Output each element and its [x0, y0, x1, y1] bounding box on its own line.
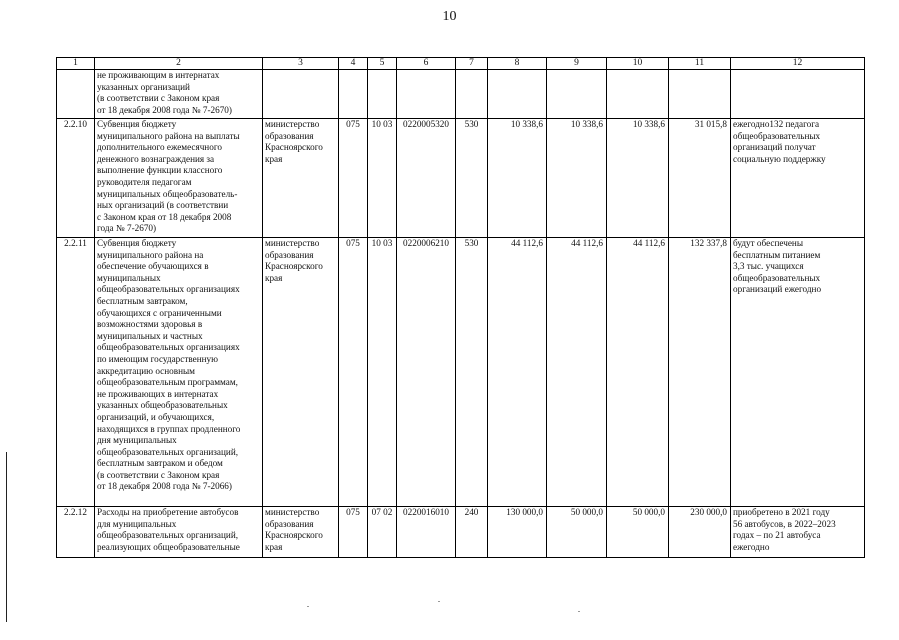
cell-rzpr: 07 02 — [368, 507, 397, 558]
column-header: 9 — [547, 58, 607, 70]
table-row — [57, 119, 865, 238]
cell-description: Расходы на приобретение автобусов для муниципальных общеобразовательных организаций, реализующих общеобразовательные — [95, 507, 263, 558]
budget-table — [56, 57, 865, 558]
cell-description: Субвенция бюджету муниципального района на обеспечение обучающихся в муниципальных общеобразовательных организациях бесплатным завтраком, обучающихся с ограниченными возможностями здоровья в муниципальных и частных общеобразовательных организациях по имеющим государственную аккредитацию основным общеобразовательным программам, не проживающих в интернатах указанных общеобразовательных организаций, и обучающихся, находящихся в группах продленного дня муниципальных общеобразовательных организаций, бесплатным завтраком и обедом (в соответствии с Законом края от 18 декабря 2008 года № 7-2066) — [95, 238, 263, 507]
column-header: 3 — [263, 58, 339, 70]
cell-num: 2.2.12 — [57, 507, 95, 558]
column-header: 5 — [368, 58, 397, 70]
cell-rzpr: 10 03 — [368, 238, 397, 507]
cell-vr: 530 — [456, 119, 488, 238]
cell-year-2023: 10 338,6 — [607, 119, 669, 238]
cell-year-2021: 10 338,6 — [488, 119, 547, 238]
column-header: 10 — [607, 58, 669, 70]
column-header: 11 — [669, 58, 731, 70]
cell-description: не проживающим в интернатах указанных организаций (в соответствии с Законом края от 18 декабря 2008 года № 7-2670) — [95, 70, 263, 119]
column-header: 1 — [57, 58, 95, 70]
cell-total: 230 000,0 — [669, 507, 731, 558]
cell-executor — [263, 70, 339, 119]
table-row — [57, 507, 865, 558]
cell-executor: министерство образования Красноярского края — [263, 238, 339, 507]
table-row — [57, 238, 865, 507]
cell-num: 2.2.10 — [57, 119, 95, 238]
cell-result: ежегодно132 педагога общеобразовательных организаций получат социальную поддержку — [731, 119, 865, 238]
cell-year-2022: 50 000,0 — [547, 507, 607, 558]
cell-csr: 0220016010 — [397, 507, 456, 558]
column-header: 12 — [731, 58, 865, 70]
header-row — [57, 58, 865, 70]
cell-grbs: 075 — [339, 119, 368, 238]
column-header: 6 — [397, 58, 456, 70]
cell-csr: 0220006210 — [397, 238, 456, 507]
cell-num — [57, 70, 95, 119]
page-number: 10 — [442, 9, 457, 24]
cell-rzpr: 10 03 — [368, 119, 397, 238]
scan-edge-mark — [6, 452, 7, 622]
cell-description: Субвенция бюджету муниципального района на выплаты дополнительного ежемесячного денежного вознаграждения за выполнение функции классного руководителя педагогам муниципальных общеобразователь- ных организаций (в соответствии с Законом края от 18 декабря 2008 года № 7-2670) — [95, 119, 263, 238]
column-header: 4 — [339, 58, 368, 70]
column-header: 8 — [488, 58, 547, 70]
cell-csr: 0220005320 — [397, 119, 456, 238]
cell-year-2023: 50 000,0 — [607, 507, 669, 558]
column-header: 7 — [456, 58, 488, 70]
cell-grbs: 075 — [339, 238, 368, 507]
cell-grbs: 075 — [339, 507, 368, 558]
cell-vr: 240 — [456, 507, 488, 558]
cell-total: 31 015,8 — [669, 119, 731, 238]
scan-speck — [307, 606, 309, 607]
table-row-continuation — [57, 70, 865, 119]
cell-result: приобретено в 2021 году 56 автобусов, в 2022–2023 годах – по 21 автобуса ежегодно — [731, 507, 865, 558]
column-header: 2 — [95, 58, 263, 70]
cell-year-2023: 44 112,6 — [607, 238, 669, 507]
cell-executor: министерство образования Красноярского края — [263, 507, 339, 558]
scan-speck — [438, 601, 440, 602]
cell-result: будут обеспечены бесплатным питанием 3,3 тыс. учащихся общеобразовательных организаций ежегодно — [731, 238, 865, 507]
scan-speck — [578, 611, 580, 612]
cell-executor: министерство образования Красноярского края — [263, 119, 339, 238]
cell-total: 132 337,8 — [669, 238, 731, 507]
cell-year-2021: 130 000,0 — [488, 507, 547, 558]
cell-year-2021: 44 112,6 — [488, 238, 547, 507]
cell-year-2022: 44 112,6 — [547, 238, 607, 507]
cell-vr: 530 — [456, 238, 488, 507]
cell-year-2022: 10 338,6 — [547, 119, 607, 238]
cell-num: 2.2.11 — [57, 238, 95, 507]
